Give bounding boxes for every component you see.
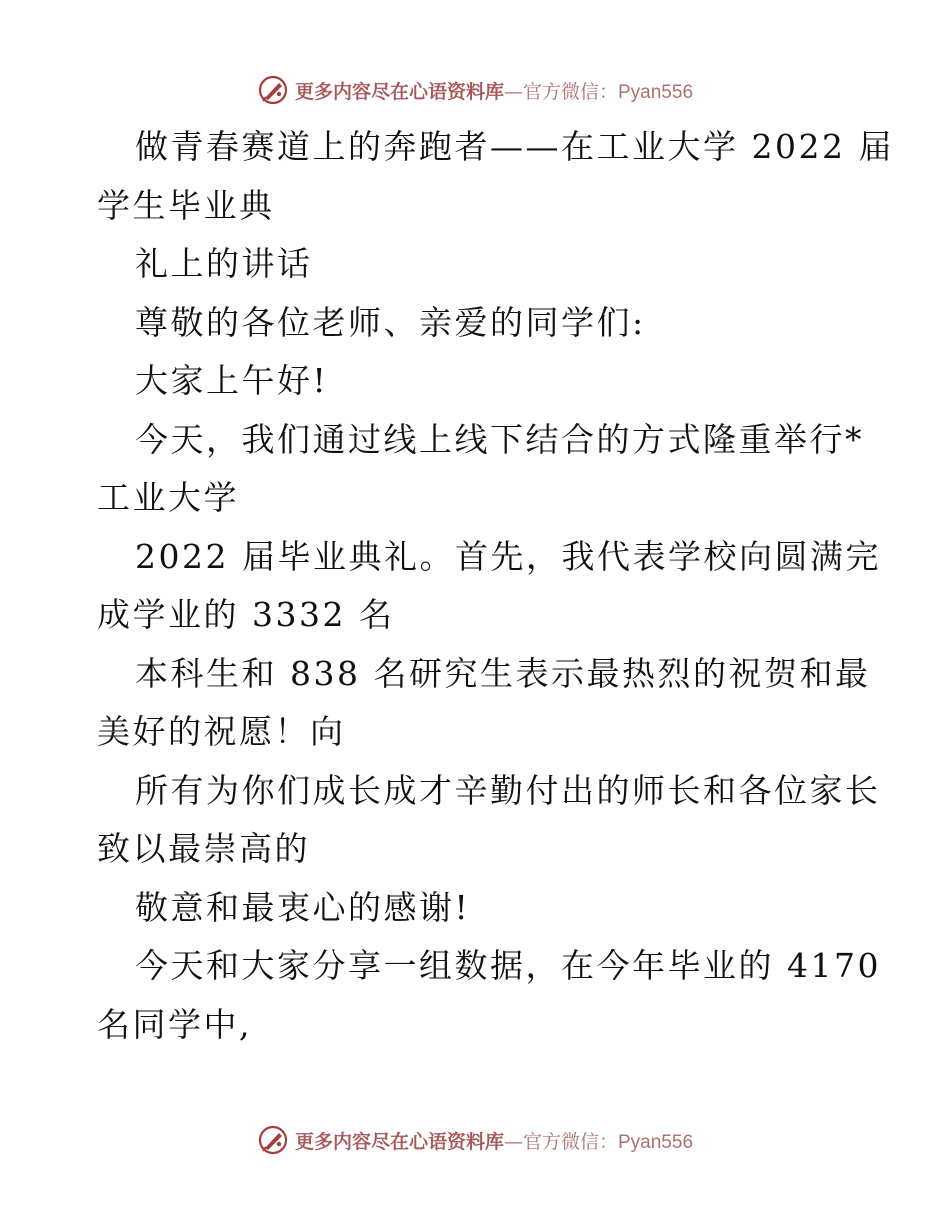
title-line-3: 礼上的讲话 bbox=[135, 244, 313, 283]
document-body bbox=[97, 118, 894, 1054]
paragraph-line: 2022 届毕业典礼。首先，我代表学校向圆满完 bbox=[135, 536, 881, 576]
paragraph-line: 工业大学 bbox=[97, 478, 239, 517]
paragraph-line: 敬意和最衷心的感谢! bbox=[135, 887, 471, 927]
banner-site-name: 更多内容尽在心语资料库 bbox=[294, 1130, 504, 1153]
footer-banner bbox=[0, 1120, 950, 1160]
banner-wechat-label: —官方微信： bbox=[503, 80, 618, 103]
paragraph-line: 成学业的 3332 名 bbox=[97, 595, 395, 634]
paragraph-line: 美好的祝愿！向 bbox=[97, 712, 346, 751]
paragraph-line: 今天和大家分享一组数据，在今年毕业的 4170 bbox=[135, 946, 881, 985]
banner-wechat-label: —官方微信： bbox=[503, 1130, 618, 1153]
quill-logo-icon bbox=[257, 1124, 289, 1156]
banner-text bbox=[295, 77, 693, 104]
banner-wechat-id: Pyan556 bbox=[618, 81, 694, 103]
paragraph-line: 所有为你们成长成才辛勤付出的师长和各位家长 bbox=[135, 770, 881, 810]
banner-text bbox=[295, 1127, 693, 1154]
paragraph-line: 今天，我们通过线上线下结合的方式隆重举行* bbox=[135, 419, 864, 459]
title-line-1: 做青春赛道上的奔跑者——在工业大学 2022 届 bbox=[135, 127, 894, 166]
paragraph-line: 名同学中, bbox=[97, 1004, 252, 1044]
title-line-2: 学生毕业典 bbox=[97, 185, 275, 225]
paragraph-line: 本科生和 838 名研究生表示最热烈的祝贺和最 bbox=[135, 653, 871, 693]
salutation: 尊敬的各位老师、亲爱的同学们: bbox=[135, 302, 646, 342]
banner-site-name: 更多内容尽在心语资料库 bbox=[294, 80, 504, 103]
paragraph-line: 致以最崇高的 bbox=[97, 829, 310, 868]
banner-wechat-id: Pyan556 bbox=[618, 1131, 694, 1153]
greeting: 大家上午好! bbox=[135, 361, 329, 400]
quill-logo-icon bbox=[257, 74, 289, 106]
header-banner bbox=[0, 70, 950, 110]
